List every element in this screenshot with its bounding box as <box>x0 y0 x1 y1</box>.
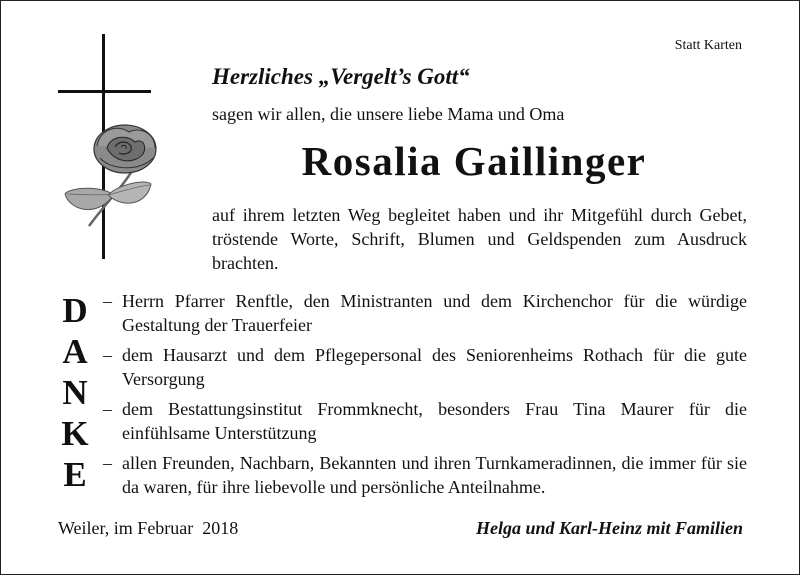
danke-letter: A <box>62 332 88 371</box>
heading: Herzliches „Vergelt’s Gott“ <box>212 64 470 89</box>
list-item <box>103 289 747 337</box>
intro-paragraph: auf ihrem letzten Weg begleitet haben und ihr Mitgefühl durch Gebet, tröstende Worte, Schrift, Blumen und Geldspenden zum Ausdruck brachten. <box>212 205 747 273</box>
intro-line: sagen wir allen, die unsere liebe Mama und Oma <box>212 104 565 124</box>
dash: – <box>103 399 112 419</box>
dash: – <box>103 453 112 473</box>
thanks-list <box>103 289 747 505</box>
place-date: Weiler, im Februar 2018 <box>58 518 239 538</box>
list-item-text: Herrn Pfarrer Renftle, den Ministranten und dem Kirchenchor für die würdige Gestaltung der Trauerfeier <box>122 291 747 335</box>
list-item-text: allen Freunden, Nachbarn, Bekannten und ihren Turnkameradinnen, die immer für sie da waren, für ihre liebevolle und persönliche Anteilnahme. <box>122 453 747 497</box>
list-item <box>103 451 747 499</box>
danke-letter: D <box>62 291 88 330</box>
dash: – <box>103 291 112 311</box>
list-item-text: dem Hausarzt und dem Pflegepersonal des Seniorenheims Rothach für die gute Versorgung <box>122 345 747 389</box>
dash: – <box>103 345 112 365</box>
list-item-text: dem Bestattungsinstitut Frommknecht, besonders Frau Tina Maurer für die einfühlsame Unterstützung <box>122 399 747 443</box>
danke-letter: N <box>62 373 88 412</box>
danke-vertical <box>50 290 100 495</box>
danke-letter: E <box>63 455 87 494</box>
statt-karten-note: Statt Karten <box>674 38 742 53</box>
signature: Helga und Karl-Heinz mit Familien <box>475 518 743 538</box>
list-item <box>103 343 747 391</box>
list-item <box>103 397 747 445</box>
danke-letter: K <box>61 414 89 453</box>
deceased-name: Rosalia Gaillinger <box>301 138 647 184</box>
